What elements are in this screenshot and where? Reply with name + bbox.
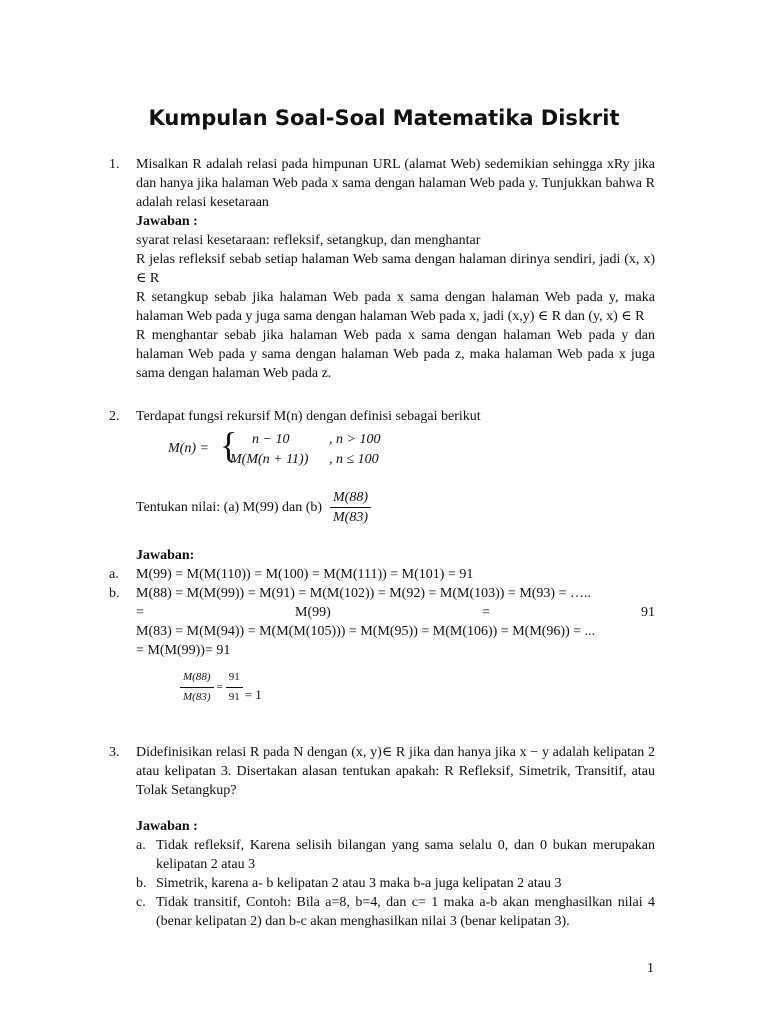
answer-line: R menghantar sebab jika halaman Web pada x sama dengan halaman Web pada y dan halaman Web pada y sama dengan halaman Web pada z, maka halaman Web pada x juga sama dengan halaman Web pada z. bbox=[136, 328, 655, 381]
question-number: 2. bbox=[109, 409, 120, 424]
question-number: 3. bbox=[109, 745, 120, 760]
question-1 bbox=[109, 155, 655, 383]
case-1-condition: , n > 100 bbox=[329, 432, 381, 447]
definition-lhs: M(n) = bbox=[168, 441, 209, 456]
answer-b-line: M(88) = M(M(99)) = M(91) = M(M(102)) = M(92) = M(M(103)) = M(93) = ….. bbox=[136, 586, 591, 601]
item-text: Tidak transitif, Contoh: Bila a=8, b=4, dan c= 1 maka a-b akan menghasilkan nilai 4 (benar kelipatan 2) dan b-c akan menghasilkan nilai 3 (benar kelipatan 3). bbox=[156, 895, 655, 929]
answer-item-c bbox=[136, 893, 655, 931]
item-text: Tidak refleksif, Karena selisih bilangan yang sama selalu 0, dan 0 bukan merupakan kelipatan 2 atau 3 bbox=[156, 838, 655, 872]
answer-label: Jawaban : bbox=[136, 819, 198, 834]
task-fraction bbox=[330, 488, 371, 527]
text-part: 91 bbox=[640, 605, 655, 620]
answer-line: R jelas refleksif sebab setiap halaman Web sama dengan halaman dirinya sendiri, jadi (x, x) ∈ R bbox=[136, 252, 655, 286]
case-2-condition: , n ≤ 100 bbox=[329, 452, 379, 467]
answer-label: Jawaban: bbox=[136, 548, 195, 563]
answer-b bbox=[109, 584, 655, 660]
answer-item-b bbox=[136, 874, 655, 893]
question-2 bbox=[109, 407, 655, 707]
equals-sign: = bbox=[216, 681, 223, 693]
answer-item-a bbox=[136, 836, 655, 874]
answer-a bbox=[109, 565, 655, 584]
question-3 bbox=[109, 743, 655, 931]
answer-b-line: = M(M(99))= 91 bbox=[136, 643, 231, 658]
result-fraction-2 bbox=[226, 668, 243, 707]
question-text: Terdapat fungsi rekursif M(n) dengan definisi sebagai berikut bbox=[136, 409, 481, 424]
answer-label: Jawaban : bbox=[136, 214, 198, 229]
question-text: Misalkan R adalah relasi pada himpunan URL (alamat Web) sedemikian sehingga xRy jika dan hanya jika halaman Web pada x sama dengan halaman Web pada y. Tunjukkan bahwa R adalah relasi kesetaraan bbox=[136, 157, 655, 210]
item-label: a. bbox=[136, 838, 146, 853]
text-part: M(99) bbox=[295, 605, 331, 620]
result-value: = 1 bbox=[244, 687, 262, 702]
denominator-value: 91 bbox=[228, 691, 240, 703]
fraction-numerator: M(88) bbox=[330, 488, 371, 508]
item-text: Simetrik, karena a- b kelipatan 2 atau 3 maka b-a juga kelipatan 2 atau 3 bbox=[156, 876, 562, 891]
text-part: = bbox=[136, 605, 144, 620]
text-part: = bbox=[481, 605, 490, 620]
fraction-denominator bbox=[226, 688, 243, 707]
question-number: 1. bbox=[109, 157, 120, 172]
fraction-denominator: M(83) bbox=[333, 509, 369, 525]
answer-a-text: M(99) = M(M(110)) = M(100) = M(M(111)) = M(101) = 91 bbox=[136, 567, 474, 582]
result-fraction bbox=[180, 668, 214, 707]
task-line bbox=[136, 487, 655, 527]
question-text: Didefinisikan relasi R pada N dengan (x, y)∈ R jika dan hanya jika x − y adalah kelipatan 2 atau kelipatan 3. Disertakan alasan tentukan apakah: R Refleksif, Simetrik, Transitif, atau Tolak Setangkup? bbox=[136, 745, 655, 798]
page-number: 1 bbox=[647, 961, 654, 976]
item-label: a. bbox=[109, 567, 119, 582]
piecewise-definition bbox=[136, 425, 655, 471]
task-text: Tentukan nilai: (a) M(99) dan (b) bbox=[136, 499, 323, 515]
fraction-numerator: M(88) bbox=[180, 668, 214, 688]
answer-b-line bbox=[136, 603, 655, 622]
fraction-denominator: M(83) bbox=[183, 691, 211, 703]
answer-line: syarat relasi kesetaraan: refleksif, setangkup, dan menghantar bbox=[136, 233, 481, 248]
case-1-expression: n − 10 bbox=[252, 432, 290, 447]
result-equation bbox=[180, 668, 655, 707]
answer-b-line: M(83) = M(M(94)) = M(M(M(105))) = M(M(95)) = M(M(106)) = M(M(96)) = ... bbox=[136, 624, 596, 639]
item-label: c. bbox=[136, 895, 146, 910]
brace-symbol: { bbox=[220, 425, 238, 465]
answer-line: R setangkup sebab jika halaman Web pada x sama dengan halaman Web pada y, maka halaman Web pada y juga sama dengan halaman Web pada x, jadi (x,y) ∈ R dan (y, x) ∈ R bbox=[136, 290, 655, 324]
case-2-expression: M(M(n + 11)) bbox=[230, 452, 309, 467]
page-title: Kumpulan Soal-Soal Matematika Diskrit bbox=[148, 106, 620, 130]
item-label: b. bbox=[109, 586, 120, 601]
fraction-numerator: 91 bbox=[226, 668, 243, 688]
item-label: b. bbox=[136, 876, 147, 891]
